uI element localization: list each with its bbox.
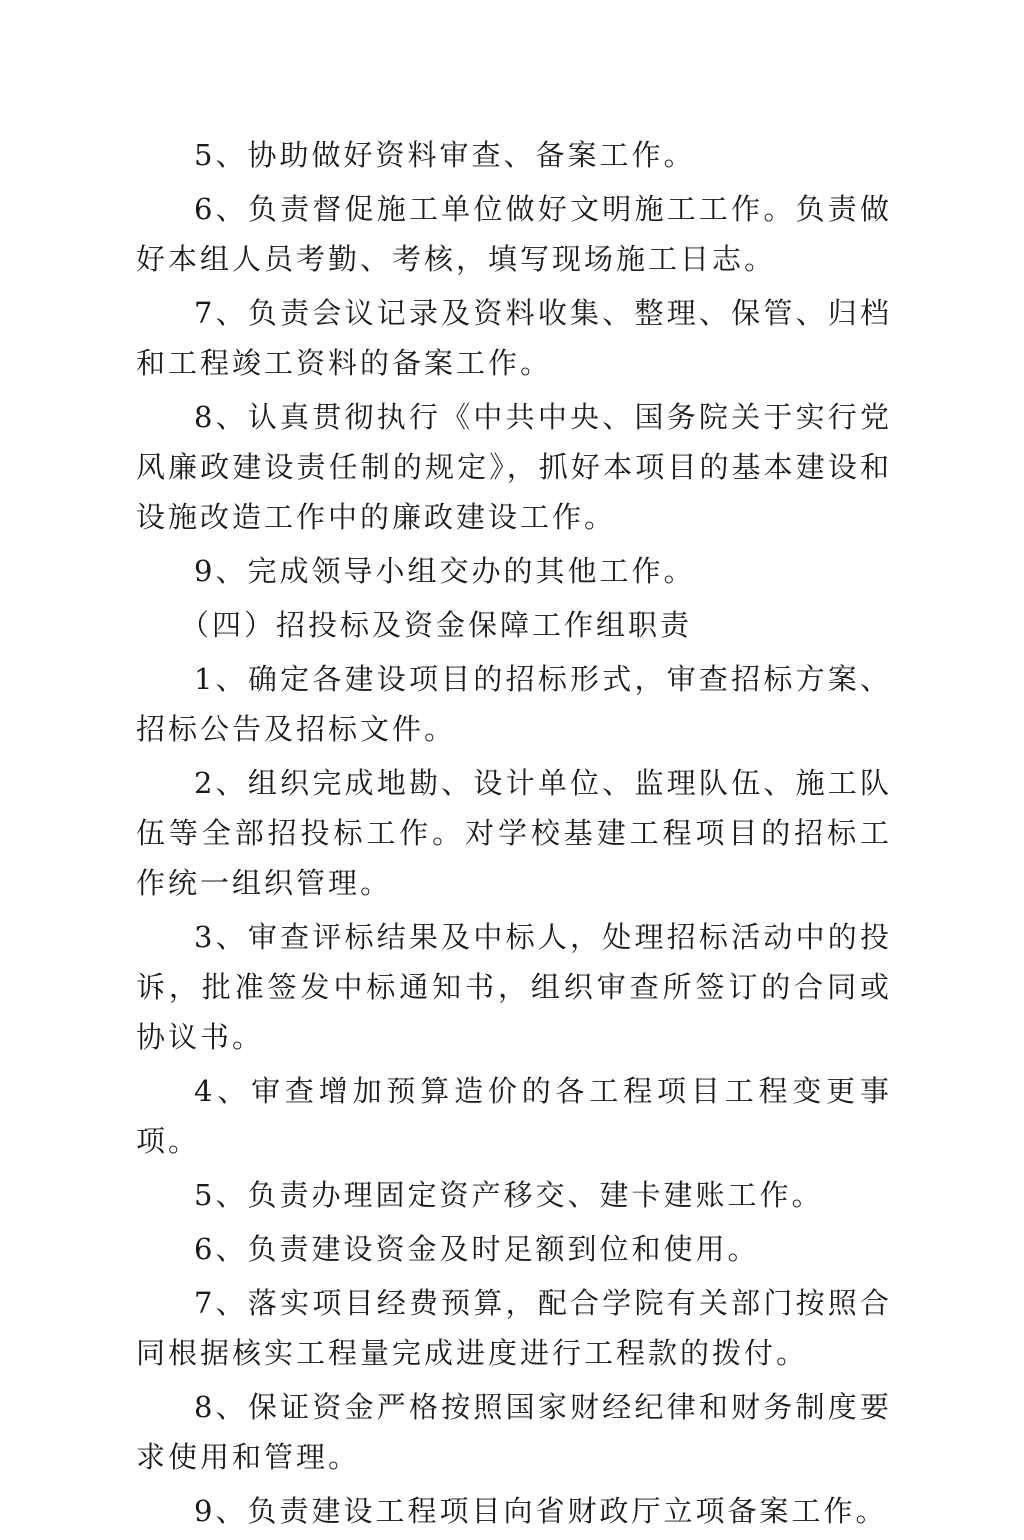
section-item-1: 1、确定各建设项目的招标形式，审查招标方案、招标公告及招标文件。 xyxy=(136,662,892,746)
paragraph-item-6: 6、负责督促施工单位做好文明施工工作。负责做好本组人员考勤、考核，填写现场施工日志。 xyxy=(136,192,892,276)
paragraph-item-5: 5、协助做好资料审查、备案工作。 xyxy=(194,138,696,172)
section-item-7: 7、落实项目经费预算，配合学院有关部门按照合同根据核实工程量完成进度进行工程款的拨付。 xyxy=(136,1286,892,1370)
document-body xyxy=(136,130,892,1540)
section-item-2: 2、组织完成地勘、设计单位、监理队伍、施工队伍等全部招投标工作。对学校基建工程项目的招标工作统一组织管理。 xyxy=(136,766,892,900)
section-item-9: 9、负责建设工程项目向省财政厅立项备案工作。 xyxy=(194,1494,888,1528)
section-item-3: 3、审查评标结果及中标人，处理招标活动中的投诉，批准签发中标通知书，组织审查所签订的合同或协议书。 xyxy=(136,920,892,1054)
section-item-5: 5、负责办理固定资产移交、建卡建账工作。 xyxy=(194,1178,824,1212)
section-heading: （四）招投标及资金保障工作组职责 xyxy=(180,608,693,642)
paragraph-item-7: 7、负责会议记录及资料收集、整理、保管、归档和工程竣工资料的备案工作。 xyxy=(136,296,892,380)
section-item-8: 8、保证资金严格按照国家财经纪律和财务制度要求使用和管理。 xyxy=(136,1390,892,1474)
section-item-6: 6、负责建设资金及时足额到位和使用。 xyxy=(194,1232,760,1266)
section-item-4: 4、审查增加预算造价的各工程项目工程变更事项。 xyxy=(136,1074,892,1158)
paragraph-item-9: 9、完成领导小组交办的其他工作。 xyxy=(194,554,696,588)
paragraph-item-8: 8、认真贯彻执行《中共中央、国务院关于实行党风廉政建设责任制的规定》，抓好本项目的基本建设和设施改造工作中的廉政建设工作。 xyxy=(136,400,892,534)
